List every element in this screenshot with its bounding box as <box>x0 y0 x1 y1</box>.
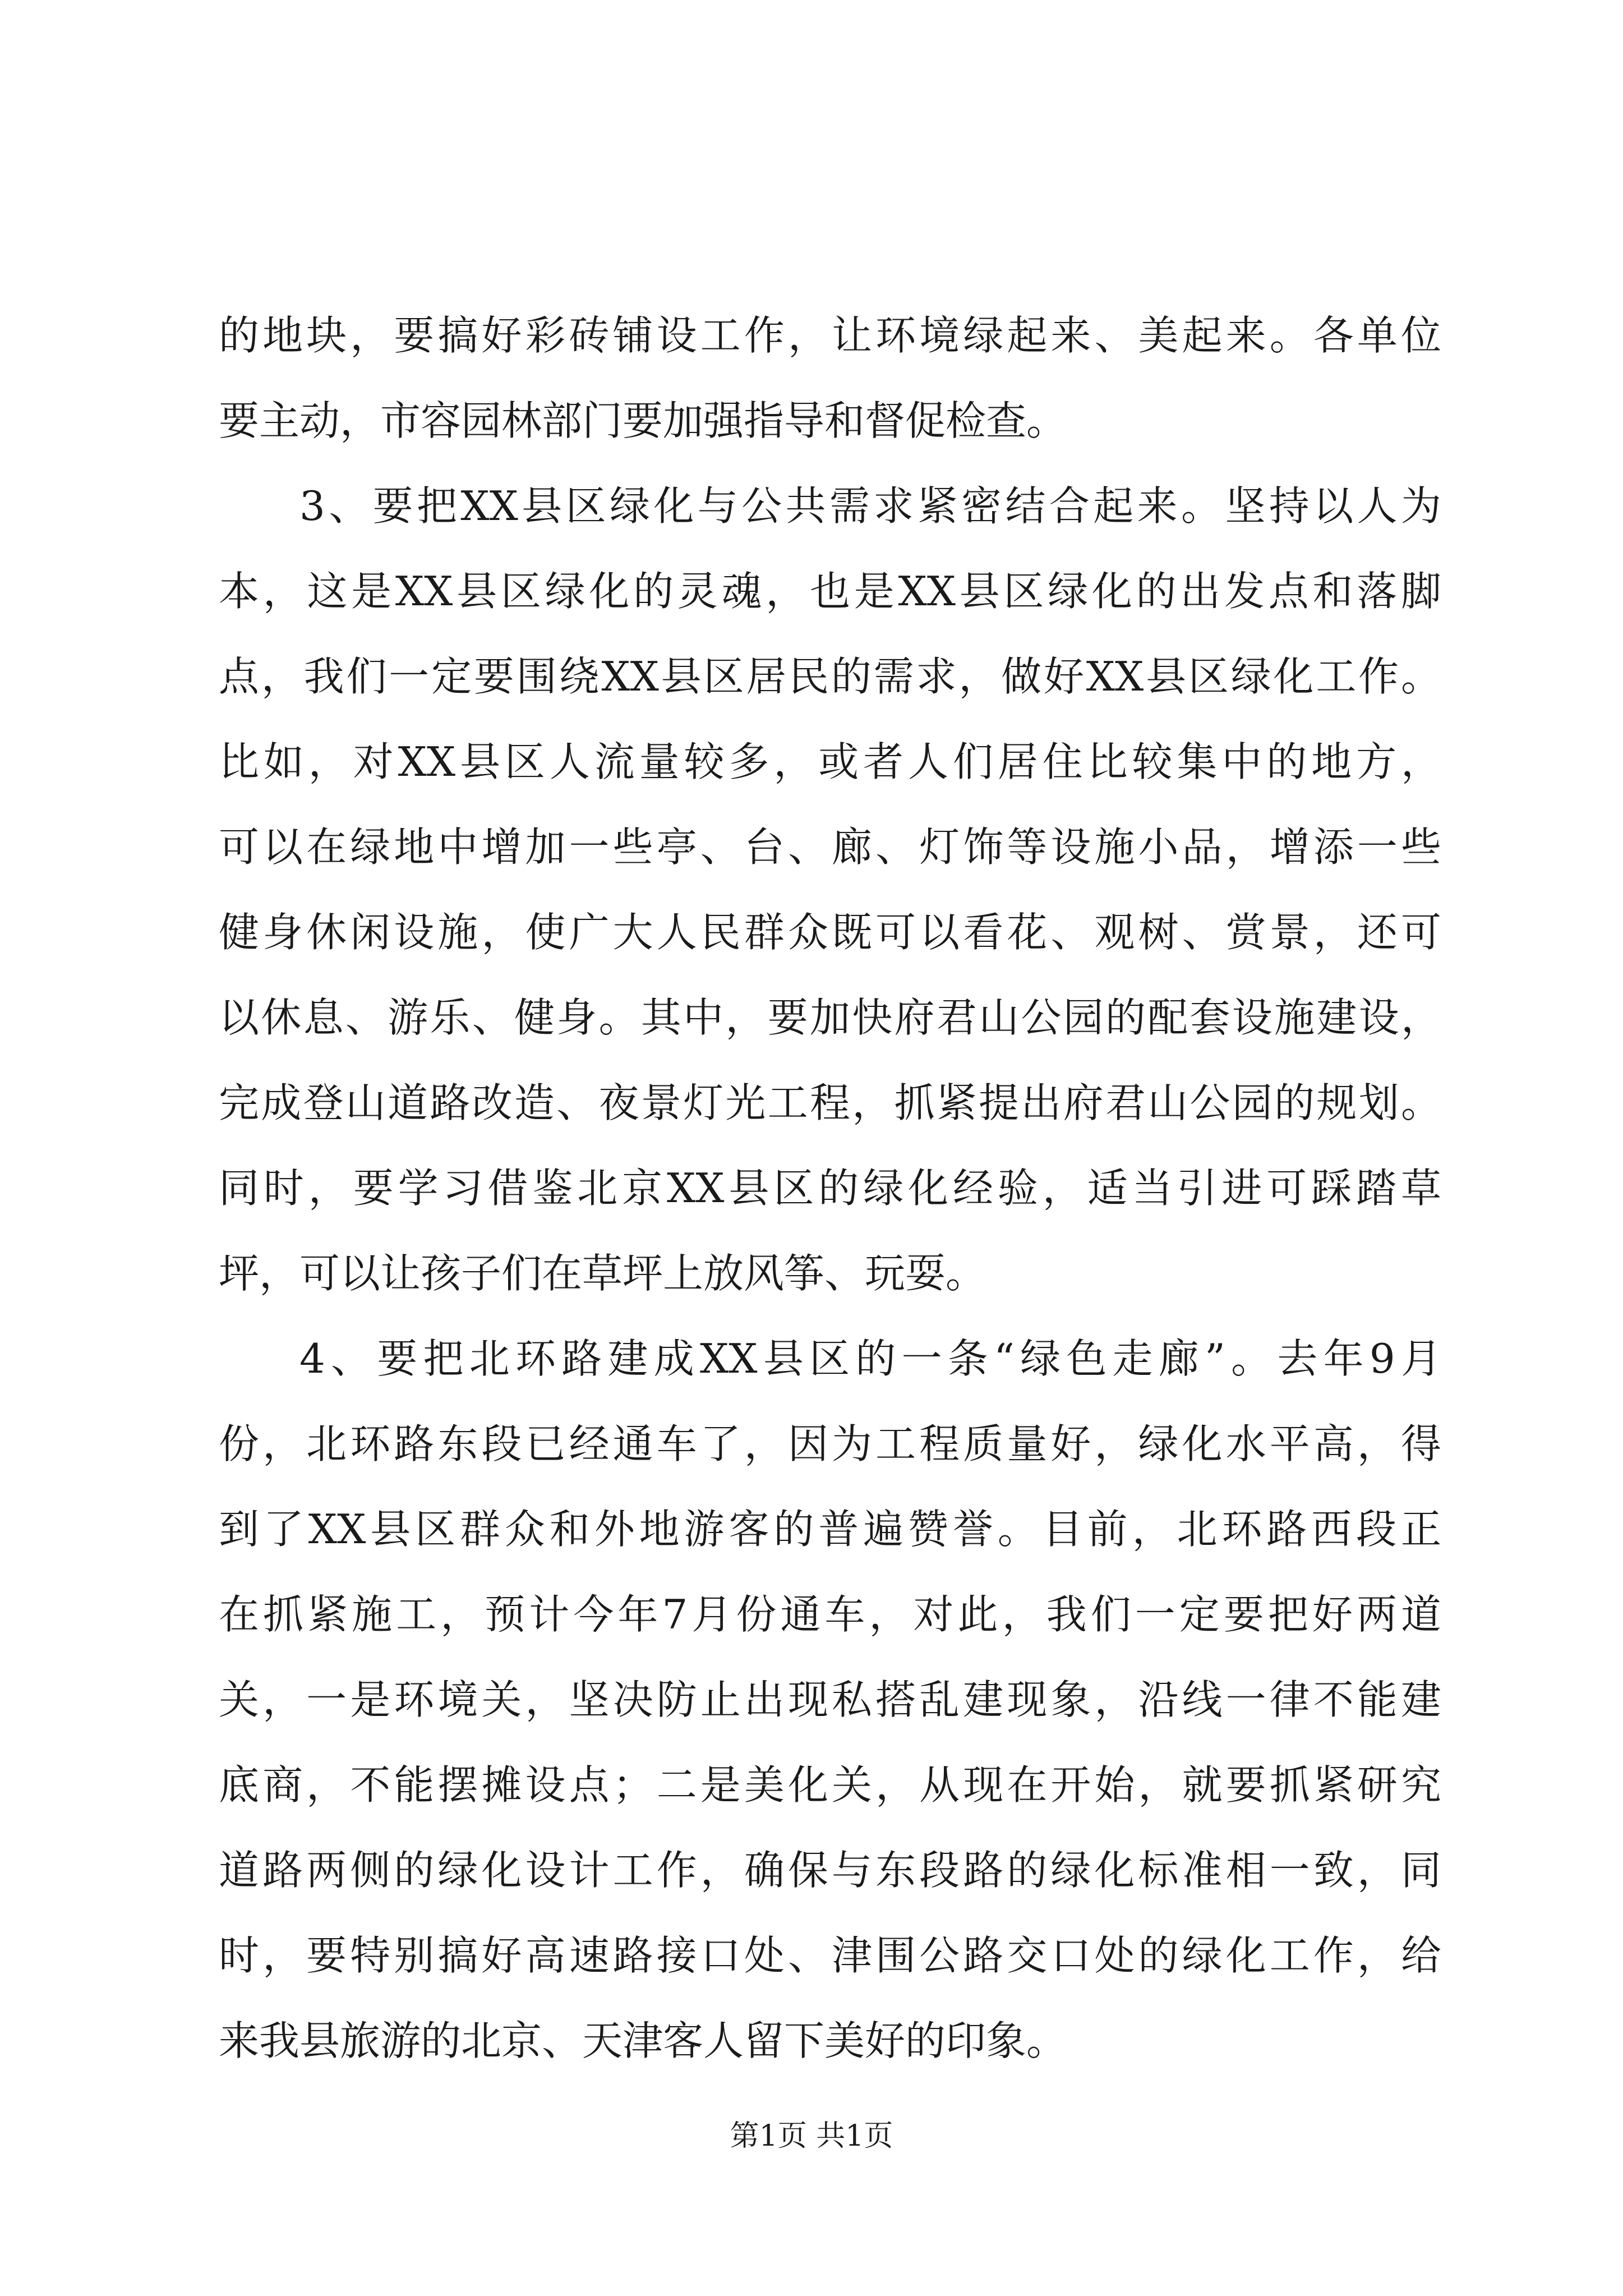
text-line: 份，北环路东段已经通车了，因为工程质量好，绿化水平高，得 <box>219 1420 1441 1467</box>
text-line: 要主动，市容园林部门要加强指导和督促检查。 <box>219 397 1067 444</box>
text-line: 完成登山道路改造、夜景灯光工程，抓紧提出府君山公园的规划。 <box>219 1079 1441 1126</box>
text-line: 同时，要学习借鉴北京XX县区的绿化经验，适当引进可踩踏草 <box>219 1165 1441 1212</box>
text-line: 在抓紧施工，预计今年7月份通车，对此，我们一定要把好两道 <box>219 1591 1441 1638</box>
text-line: 以休息、游乐、健身。其中，要加快府君山公园的配套设施建设， <box>219 994 1441 1041</box>
text-line: 底商，不能摆摊设点；二是美化关，从现在开始，就要抓紧研究 <box>219 1761 1441 1809</box>
text-line: 关，一是环境关，坚决防止出现私搭乱建现象，沿线一律不能建 <box>219 1676 1441 1723</box>
page-footer: 第1页 共1页 <box>730 2119 893 2153</box>
text-line: 本，这是XX县区绿化的灵魂，也是XX县区绿化的出发点和落脚 <box>219 568 1441 615</box>
text-line: 点，我们一定要围绕XX县区居民的需求，做好XX县区绿化工作。 <box>219 653 1441 700</box>
text-line: 道路两侧的绿化设计工作，确保与东段路的绿化标准相一致，同 <box>219 1847 1441 1894</box>
text-line: 到了XX县区群众和外地游客的普遍赞誉。目前，北环路西段正 <box>219 1506 1441 1553</box>
text-line: 可以在绿地中增加一些亭、台、廊、灯饰等设施小品，增添一些 <box>219 823 1441 871</box>
document-body <box>219 293 1441 2083</box>
text-line: 4、要把北环路建成XX县区的一条“绿色走廊”。去年9月 <box>299 1335 1441 1382</box>
text-line: 坪，可以让孩子们在草坪上放风筝、玩耍。 <box>219 1250 986 1297</box>
text-line: 比如，对XX县区人流量较多，或者人们居住比较集中的地方， <box>219 738 1441 785</box>
text-line: 的地块，要搞好彩砖铺设工作，让环境绿起来、美起来。各单位 <box>219 312 1441 359</box>
text-line: 时，要特别搞好高速路接口处、津围公路交口处的绿化工作，给 <box>219 1932 1441 1979</box>
text-line: 来我县旅游的北京、天津客人留下美好的印象。 <box>219 2017 1067 2064</box>
text-line: 3、要把XX县区绿化与公共需求紧密结合起来。坚持以人为 <box>299 482 1441 530</box>
text-line: 健身休闲设施，使广大人民群众既可以看花、观树、赏景，还可 <box>219 909 1441 956</box>
